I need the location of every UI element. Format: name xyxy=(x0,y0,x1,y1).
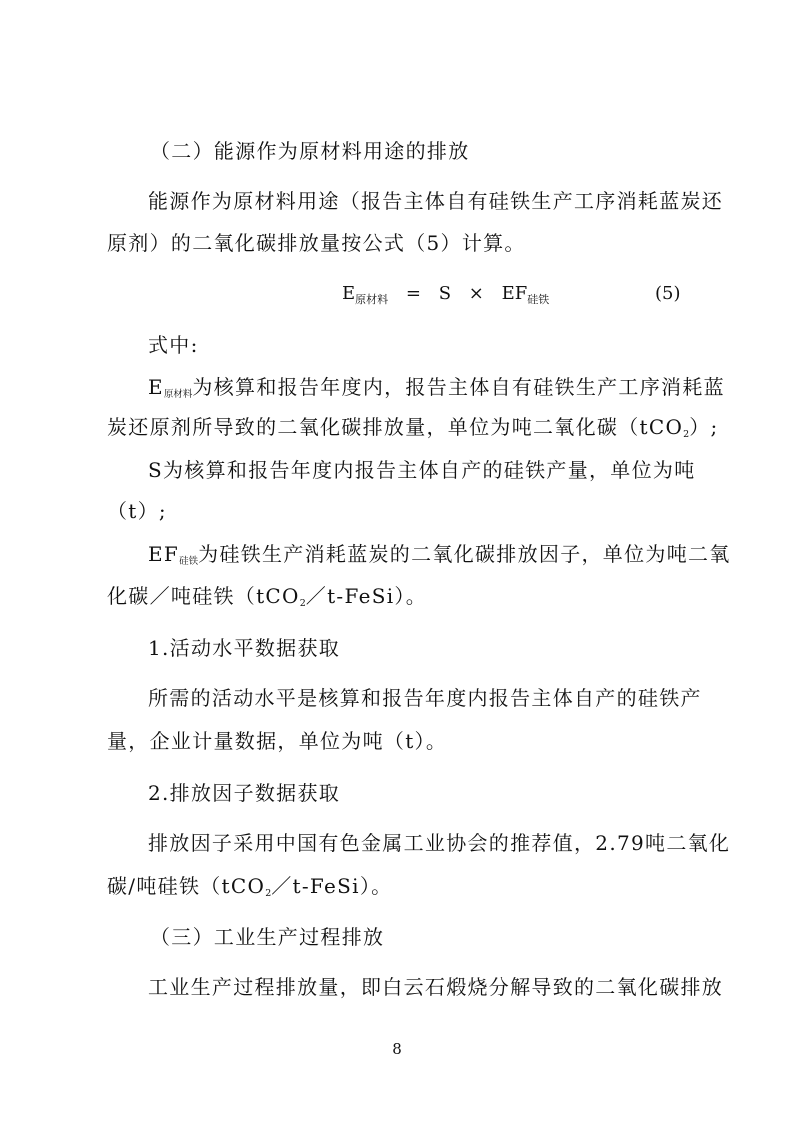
factor-paragraph-line-2 xyxy=(107,873,392,904)
definition-ef-line-2 xyxy=(107,583,427,614)
definition-e-symbol: E xyxy=(148,375,164,399)
definition-e-text-end: ）; xyxy=(689,415,719,439)
factor-paragraph-line-1: 排放因子采用中国有色金属工业协会的推荐值，2.79吨二氧化 xyxy=(148,831,731,855)
section-heading-industrial-process: （三）工业生产过程排放 xyxy=(150,925,385,949)
factor-text-end: ／t-FeSi）。 xyxy=(271,874,393,898)
definition-ef-text-2: 化碳／吨硅铁（tCO xyxy=(107,584,300,608)
definition-e-line-2 xyxy=(107,414,719,445)
activity-paragraph-line-2: 量，企业计量数据，单位为吨（t）。 xyxy=(107,729,448,753)
subheading-emission-factor: 2.排放因子数据获取 xyxy=(148,781,341,805)
page-number: 8 xyxy=(392,1040,402,1058)
definition-ef-subscript: 硅铁 xyxy=(179,556,199,567)
activity-paragraph-line-1: 所需的活动水平是核算和报告年度内报告主体自产的硅铁产 xyxy=(148,686,702,710)
formula-equals: = xyxy=(405,283,421,304)
definition-e-subscript: 原材料 xyxy=(163,389,193,400)
definition-e-co2-subscript: 2 xyxy=(683,429,690,440)
definition-ef-symbol: EF xyxy=(148,542,180,566)
definition-ef-text: 为硅铁生产消耗蓝炭的二氧化碳排放因子，单位为吨二氧 xyxy=(198,542,731,566)
definition-s-line-2: （t）; xyxy=(107,499,167,523)
formula-times: × xyxy=(468,283,484,304)
formula-ef-symbol: EF xyxy=(501,283,528,304)
formula-e-subscript: 原材料 xyxy=(355,293,389,306)
definition-e-text: 为核算和报告年度内，报告主体自有硅铁生产工序消耗蓝 xyxy=(192,375,725,399)
formula-ef-subscript: 硅铁 xyxy=(527,293,550,306)
formula-5 xyxy=(342,282,549,308)
definition-s-line-1: S为核算和报告年度内报告主体自产的硅铁产量，单位为吨 xyxy=(148,458,696,482)
formula-number: (5) xyxy=(655,283,681,304)
subheading-activity-data: 1.活动水平数据获取 xyxy=(148,636,341,660)
where-label: 式中: xyxy=(148,333,199,357)
paragraph-intro-line-2: 原剂）的二氧化碳排放量按公式（5）计算。 xyxy=(107,231,526,255)
formula-e-symbol: E xyxy=(342,283,356,304)
section-heading-energy-raw-material: （二）能源作为原材料用途的排放 xyxy=(150,139,470,163)
formula-s-symbol: S xyxy=(438,283,452,304)
definition-ef-line-1 xyxy=(148,541,731,572)
definition-e-text-2: 炭还原剂所导致的二氧化碳排放量，单位为吨二氧化碳（tCO xyxy=(107,415,684,439)
definition-ef-co2-subscript: 2 xyxy=(299,598,306,609)
definition-ef-text-end: ／t-FeSi）。 xyxy=(305,584,428,608)
factor-text: 碳/吨硅铁（tCO xyxy=(107,874,266,898)
definition-e-line-1 xyxy=(148,374,725,405)
paragraph-intro-line-1: 能源作为原材料用途（报告主体自有硅铁生产工序消耗蓝炭还 xyxy=(148,189,724,213)
factor-co2-subscript: 2 xyxy=(265,888,272,899)
process-paragraph-line-1: 工业生产过程排放量，即白云石煅烧分解导致的二氧化碳排放 xyxy=(148,975,724,999)
